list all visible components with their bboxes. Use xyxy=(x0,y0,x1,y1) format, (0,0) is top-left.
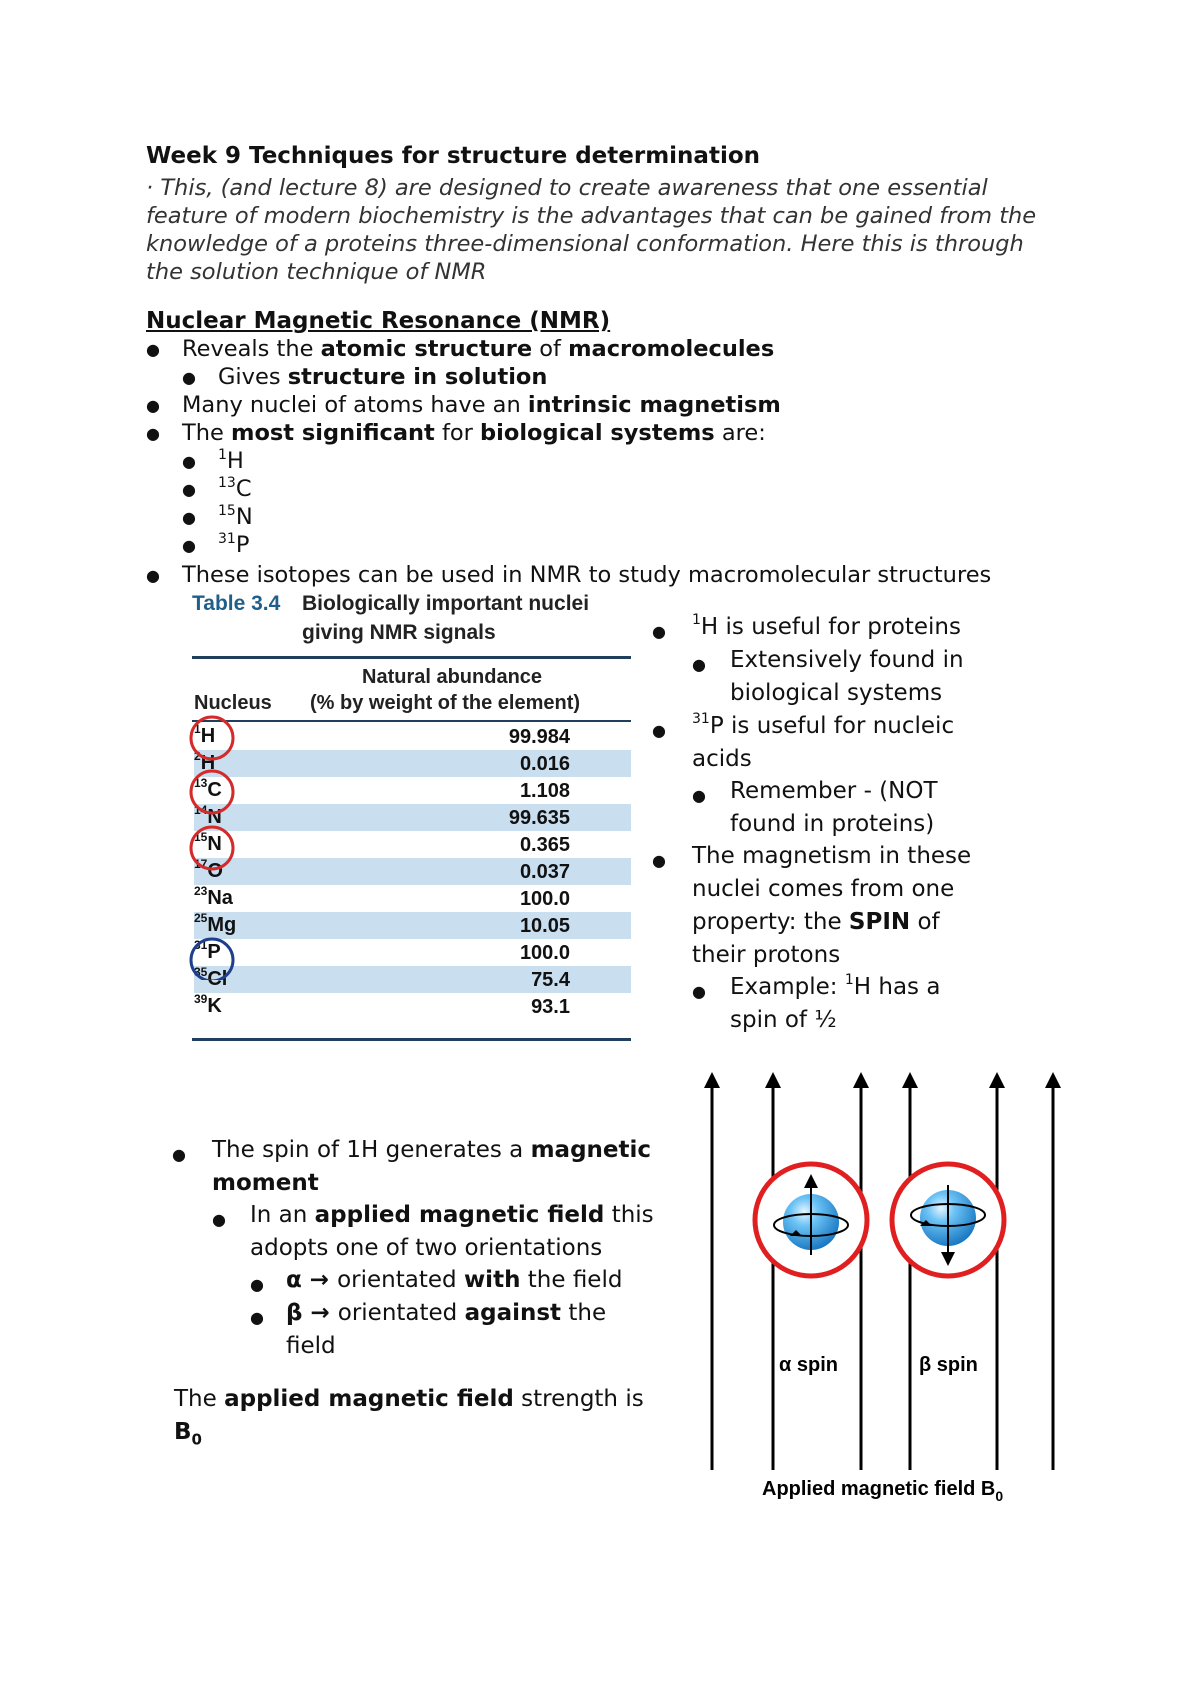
b0-symbol: $B_0$ xyxy=(174,1419,202,1449)
table-caption-line2: giving NMR signals xyxy=(302,621,496,644)
circle-13c xyxy=(191,771,233,813)
table-label: Table 3.4 xyxy=(192,592,281,615)
note-31p: ● $^{31}$P is useful for nucleic acids xyxy=(652,711,955,772)
beta-bullet: ● β → orientated against the field xyxy=(250,1300,607,1359)
table-bottom-rule xyxy=(192,1038,631,1041)
table-col2-line2: (% by weight of the element) xyxy=(310,692,581,714)
note-1h: ● $^1$H is useful for proteins xyxy=(652,612,961,641)
nucleus-cell: $^2$H xyxy=(194,749,216,774)
nucleus-cell: $^{31}$P xyxy=(194,938,221,963)
table-caption-line1: Biologically important nuclei xyxy=(302,592,590,615)
table-top-rule xyxy=(192,656,631,659)
nucleus-cell: $^1$H xyxy=(194,722,216,747)
field-strength-paragraph: The applied magnetic field strength is $B_0$ xyxy=(174,1386,644,1449)
field-lines xyxy=(704,1072,1061,1470)
abundance-cell: 1.108 xyxy=(519,780,570,802)
beta-spin-label: β spin xyxy=(919,1354,978,1376)
abundance-cell: 0.037 xyxy=(519,861,570,883)
field-axis-label: Applied magnetic field $B_0$ xyxy=(762,1478,1004,1504)
abundance-cell: 0.016 xyxy=(519,753,570,775)
note-spin-example: ● Example: $^1$H has a spin of ½ xyxy=(692,972,941,1033)
intro-text: This, (and lecture 8) are designed to create awareness that one essential feature of modern biochemistry is the advantages that can be gained from the knowledge of a proteins three-dimensional conformation. Here this is through the solution technique of NMR xyxy=(146,175,1037,285)
spin-bullet: ● The spin of 1H generates a magnetic moment xyxy=(172,1137,652,1196)
table-col1: Nucleus xyxy=(194,692,272,714)
table-row xyxy=(194,993,631,1020)
abundance-cell: 100.0 xyxy=(519,888,570,910)
abundance-cell: 99.984 xyxy=(508,726,570,748)
page-title: Week 9 Techniques for structure determination xyxy=(146,143,761,169)
circle-15n xyxy=(191,827,233,869)
nucleus-cell: $^{13}$C xyxy=(194,776,222,801)
alpha-spin-label: α spin xyxy=(779,1354,838,1376)
note-magnetism: ● The magnetism in these nuclei comes from one property: the SPIN of their protons xyxy=(652,843,972,968)
table-circles xyxy=(180,710,260,980)
intro-bullet: · xyxy=(146,175,154,201)
table-caption xyxy=(192,592,280,616)
abundance-cell: 75.4 xyxy=(531,969,570,991)
abundance-cell: 0.365 xyxy=(519,834,570,856)
nucleus-cell: $^{17}$O xyxy=(194,857,223,882)
nmr-heading: Nuclear Magnetic Resonance (NMR) xyxy=(146,308,611,334)
spin-figure xyxy=(700,1070,1080,1520)
abundance-cell: 99.635 xyxy=(508,807,570,829)
nucleus-cell: $^{25}$Mg xyxy=(194,911,237,936)
nucleus-cell: $^{35}$Cl xyxy=(194,965,228,990)
abundance-cell: 10.05 xyxy=(519,915,570,937)
circle-1h xyxy=(191,717,233,759)
note-1h-sub: ● Extensively found in biological systems xyxy=(692,647,964,706)
nucleus-cell: $^{15}$N xyxy=(194,830,222,855)
alpha-bullet: ● α → orientated with the field xyxy=(250,1267,623,1294)
nucleus-cell: $^{23}$Na xyxy=(194,884,233,909)
note-31p-sub: ● Remember - (NOT found in proteins) xyxy=(692,778,938,837)
nucleus-cell: $^{14}$N xyxy=(194,803,222,828)
intro-paragraph xyxy=(146,174,1046,286)
spin-field-bullet: ● In an applied magnetic field this adopts one of two orientations xyxy=(212,1202,654,1261)
nucleus-cell: $^{39}$K xyxy=(194,992,222,1017)
alpha-spin-diagram xyxy=(755,1164,867,1276)
table-col2-line1: Natural abundance xyxy=(362,666,543,688)
beta-spin-diagram xyxy=(892,1164,1004,1276)
circle-31p xyxy=(191,939,233,980)
abundance-cell: 93.1 xyxy=(531,996,570,1018)
abundance-cell: 100.0 xyxy=(519,942,570,964)
